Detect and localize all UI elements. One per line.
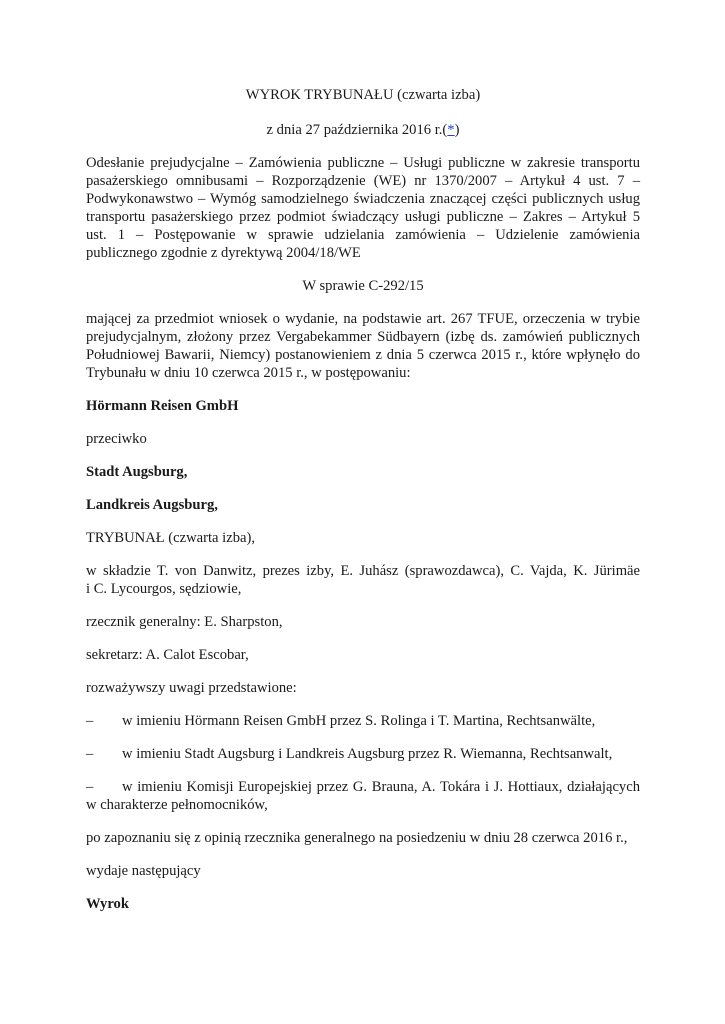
delivers-label: wydaje następujący — [86, 863, 201, 879]
keywords-line: Podwykonawstwo – Wymóg samodzielnego świadczenia znaczącej części publicznych usług — [86, 191, 640, 207]
keywords-line: ust. 1 – Postępowanie w sprawie udzielania zamówienia – Udzielenie zamówienia — [86, 227, 640, 243]
list-dash: – — [86, 746, 94, 762]
intro-line: prejudycjalnym, złożony przez Vergabekammer Südbayern (izbę ds. zamówień publicznych — [86, 329, 640, 345]
registrar: sekretarz: A. Calot Escobar, — [86, 647, 249, 663]
footnote-link[interactable]: * — [447, 122, 455, 138]
list-dash: – — [86, 779, 94, 795]
observation-item: w imieniu Hörmann Reisen GmbH przez S. Rolinga i T. Martina, Rechtsanwälte, — [122, 713, 596, 729]
after-hearing: po zapoznaniu się z opinią rzecznika generalnego na posiedzeniu w dniu 28 czerwca 2016 r., — [86, 830, 628, 846]
judgment-date — [86, 121, 640, 140]
party-applicant: Hörmann Reisen GmbH — [86, 398, 239, 414]
judgment-heading: Wyrok — [86, 896, 129, 912]
keywords-line: pasażerskiego omnibusami – Rozporządzenie (WE) nr 1370/2007 – Artykuł 4 ust. 7 – — [86, 173, 640, 189]
judgment-title: WYROK TRYBUNAŁU (czwarta izba) — [245, 87, 481, 103]
versus-label: przeciwko — [86, 431, 147, 447]
party-defendant-2: Landkreis Augsburg, — [86, 497, 218, 513]
keywords-line: transportu pasażerskiego przez podmiot świadczący usługi publiczne – Zakres – Artykuł 5 — [86, 209, 640, 225]
date-close: ) — [454, 122, 460, 138]
composition-line: i C. Lycourgos, sędziowie, — [86, 581, 242, 597]
advocate-general: rzecznik generalny: E. Sharpston, — [86, 614, 283, 630]
observation-item-continued: w charakterze pełnomocników, — [86, 797, 268, 813]
intro-line: Południowej Bawarii, Niemcy) postanowieniem z dnia 5 czerwca 2015 r., które wpłynęło do — [86, 347, 640, 363]
intro-line: Trybunału w dniu 10 czerwca 2015 r., w postępowaniu: — [86, 365, 411, 381]
intro-line: mającej za przedmiot wniosek o wydanie, na podstawie art. 267 TFUE, orzeczenia w trybie — [86, 311, 640, 327]
keywords-line: Odesłanie prejudycjalne – Zamówienia publiczne – Usługi publiczne w zakresie transportu — [86, 155, 640, 171]
observation-item: w imieniu Komisji Europejskiej przez G. Brauna, A. Tokára i J. Hottiaux, działających — [122, 779, 640, 795]
considering-label: rozważywszy uwagi przedstawione: — [86, 680, 297, 696]
court-name: TRYBUNAŁ (czwarta izba), — [86, 530, 255, 546]
list-dash: – — [86, 713, 94, 729]
date-text: z dnia 27 października 2016 r.( — [266, 122, 448, 138]
observation-item: w imieniu Stadt Augsburg i Landkreis Augsburg przez R. Wiemanna, Rechtsanwalt, — [122, 746, 613, 762]
composition-line: w składzie T. von Danwitz, prezes izby, E. Juhász (sprawozdawca), C. Vajda, K. Jürimäe — [86, 563, 640, 579]
case-number: W sprawie C‑292/15 — [302, 278, 424, 294]
party-defendant-1: Stadt Augsburg, — [86, 464, 188, 480]
keywords-line: publicznego zgodnie z dyrektywą 2004/18/WE — [86, 245, 361, 261]
